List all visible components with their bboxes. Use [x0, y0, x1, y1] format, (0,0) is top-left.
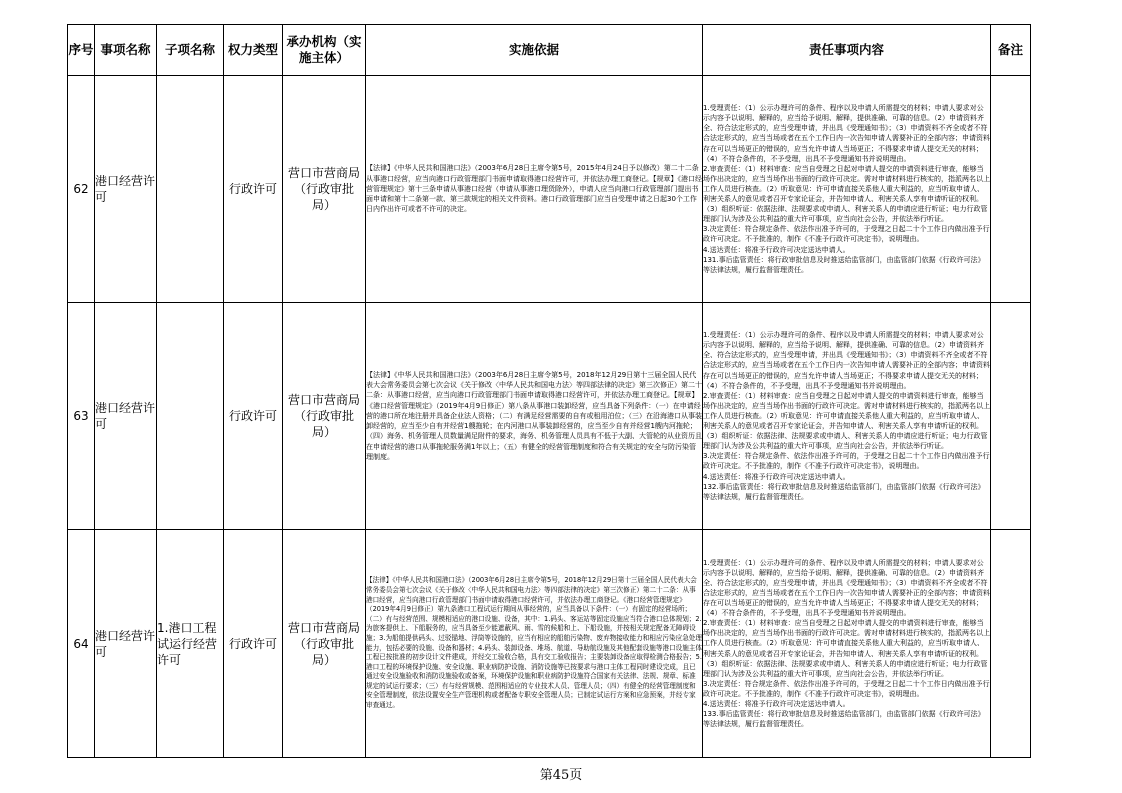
row-number: 64: [68, 530, 95, 758]
resp-acceptance: 1.受理责任：（1）公示办理许可的条件、程序以及申请人所需提交的材料；申请人要求对公示内容予以说明、解释的，应当给予说明、解释，提供准确、可靠的信息。（2）申请资料齐全、符合法定形式的，应当受理申请，并出具《受理通知书》；（3）申请资料不齐全或者不符合法定形式的，应当当场或者在五个工作日内一次告知申请人需要补正的全部内容；申请资料存在可以当场更正的错误的，应当允许申请人当场更正；不得要求申请人提交无关的材料；（4）不符合条件的，不予受理，出具不予受理通知书并说明理由。: [703, 104, 990, 163]
implementation-basis: 【法律】《中华人民共和国港口法》（2003年6月28日主席令第5号，2018年12月29日第十三届全国人民代表大会常务委员会第七次会议《关于修改〈中华人民共和国电力法〉等四部法律的决定》第三次修正）第二十二条：从事港口经营，应当向港口行政管理部门书面申请取得港口经营许可，并依法办理工商登记。《港口经营管理规定》（2019年4月9日修正）第九条港口工程试运行期间从事经营的，应当具备以下条件：（一）有固定的经营场所；（二）有与经营范围、规模相适应的港口设施、设备，其中：1.码头、客运站等固定设施应当符合港口总体规划；2.为旅客提供上、下船服务的，应当具备至少能遮蔽风、雨、雪的候船和上、下船设施，并按相关规定配备无障碍设施；3.为船舶提供码头、过驳锚地、浮筒等设施的，应当有相应的船舶污染物、废弃物接收能力和相应污染应急处理能力，包括必要的设施、设备和器材；4.码头、装卸设备、堆场、航道、导助航设施及其他配套设施等港口设施主体工程已按批准的初步设计文件建成，并经交工验收合格，具有交工验收报告；主要装卸设备应取得检测合格报告；5.港口工程的环境保护设施、安全设施、职业病防护设施、消防设施等已按要求与港口主体工程同时建设完成，且已通过安全设施验收和消防设施验收或备案，环境保护设施和职业病防护设施符合国家有关法律、法规、规章、标准规定的试运行要求；（三）有与经营规模、范围相适应的专业技术人员、管理人员；（四）有健全的经营管理制度和安全管理制度，依法设置安全生产管理机构或者配备专职安全管理人员；已制定试运行方案和应急预案，并经专家审查通过。: [366, 530, 703, 758]
organization: 营口市营商局（行政审批局）: [283, 76, 366, 303]
resp-decision: 3.决定责任：符合规定条件、依法作出准予许可的，于受理之日起二十个工作日内做出准予行政许可决定。不予批准的，制作《不准予行政许可决定书》，说明理由。: [703, 225, 990, 244]
organization: 营口市营商局（行政审批局）: [283, 303, 366, 530]
resp-review: 2.审查责任：（1）材料审查：应当自受理之日起对申请人提交的申请资料进行审查，能够当场作出决定的，应当当场作出书面的行政许可决定。需对申请材料进行核实的，指派两名以上工作人员进行核查。（2）听取意见：许可申请直接关系他人重大利益的，应当听取申请人、利害关系人的意见或者召开专家论证会，并告知申请人、利害关系人享有申请听证的权利。（3）组织听证：依据法律、法规要求或申请人、利害关系人的申请应进行听证；电力行政管理部门认为涉及公共利益的重大许可事项，应当向社会公告，并依法举行听证。: [703, 164, 990, 224]
responsibility-content: [703, 76, 991, 303]
resp-supervision: 133.事后监管责任：将行政审批信息及时推送给监管部门，由监管部门依据《行政许可法》等法律法规，履行监督管理责任。: [703, 710, 985, 729]
header-no: 序号: [68, 25, 95, 76]
item-name: 港口经营许可: [95, 303, 157, 530]
resp-supervision: 131.事后监管责任：将行政审批信息及时推送给监管部门，由监管部门依据《行政许可法》等法律法规，履行监督管理责任。: [703, 255, 985, 274]
header-basis: 实施依据: [366, 25, 703, 76]
resp-delivery: 4.送达责任：将准予行政许可决定送达申请人。: [703, 245, 850, 254]
resp-acceptance: 1.受理责任：（1）公示办理许可的条件、程序以及申请人所需提交的材料；申请人要求对公示内容予以说明、解释的，应当给予说明、解释，提供准确、可靠的信息。（2）申请资料齐全、符合法定形式的，应当受理申请，并出具《受理通知书》；（3）申请资料不齐全或者不符合法定形式的，应当当场或者在五个工作日内一次告知申请人需要补正的全部内容；申请资料存在可以当场更正的错误的，应当允许申请人当场更正；不得要求申请人提交无关的材料；（4）不符合条件的，不予受理，出具不予受理通知书并说明理由。: [703, 331, 990, 390]
power-type: 行政许可: [224, 76, 283, 303]
item-name: 港口经营许可: [95, 76, 157, 303]
responsibility-content: [703, 530, 991, 758]
power-type: 行政许可: [224, 530, 283, 758]
resp-review: 2.审查责任：（1）材料审查：应当自受理之日起对申请人提交的申请资料进行审查，能够当场作出决定的，应当当场作出书面的行政许可决定。需对申请材料进行核实的，指派两名以上工作人员进行核查。（2）听取意见：许可申请直接关系他人重大利益的，应当听取申请人、利害关系人的意见或者召开专家论证会，并告知申请人、利害关系人享有申请听证的权利。（3）组织听证：依据法律、法规要求或申请人、利害关系人的申请应进行听证；电力行政管理部门认为涉及公共利益的重大许可事项，应当向社会公告，并依法举行听证。: [703, 619, 990, 678]
remarks: [991, 76, 1031, 303]
item-name: 港口经营许可: [95, 530, 157, 758]
header-item-name: 事项名称: [95, 25, 157, 76]
table-header-row: [68, 25, 1031, 76]
header-sub-item: 子项名称: [157, 25, 224, 76]
resp-acceptance: 1.受理责任：（1）公示办理许可的条件、程序以及申请人所需提交的材料；申请人要求对公示内容予以说明、解释的，应当给予说明、解释，提供准确、可靠的信息。（2）申请资料齐全、符合法定形式的，应当受理申请，并出具《受理通知书》；（3）申请资料不齐全或者不符合法定形式的，应当当场或者在五个工作日内一次告知申请人需要补正的全部内容；申请资料存在可以当场更正的错误的，应当允许申请人当场更正；不得要求申请人提交无关的材料；（4）不符合条件的，不予受理，出具不予受理通知书并说明理由。: [703, 558, 990, 618]
resp-delivery: 4.送达责任：将准予行政许可决定送达申请人。: [703, 472, 850, 481]
implementation-basis: 【法律】《中华人民共和国港口法》（2003年6月28日主席令第5号，2018年12月29日第十三届全国人民代表大会常务委员会第七次会议《关于修改〈中华人民共和国电力法〉等四部法律的决定》第三次修正）第二十二条：从事港口经营，应当向港口行政管理部门书面申请取得港口经营许可，并依法办理工商登记。【规章】《港口经营管理规定》（2019年4月9日修正）第八条从事港口装卸经营，应当具备下列条件：（一）在申请经营的港口所在地注册并具备企业法人资格；（二）有满足经营需要的自有或租用泊位；（三）在沿海港口从事装卸经营的，应当至少自有并经营1艘拖轮；在内河港口从事装卸经营的，应当至少自有并经营1艘内河拖轮；（四）海务、机务管理人员数量满足附件的要求，海务、机务管理人员具有不低于大副、大管轮的从业资历且在申请经营的港口从事拖轮服务满1年以上；（五）有健全的经营管理制度和符合有关规定的安全与防污染管理制度。: [366, 303, 703, 530]
header-responsibility: 责任事项内容: [703, 25, 991, 76]
row-number: 63: [68, 303, 95, 530]
page-number: 第45页: [539, 768, 583, 783]
header-power-type: 权力类型: [224, 25, 283, 76]
resp-review: 2.审查责任：（1）材料审查：应当自受理之日起对申请人提交的申请资料进行审查，能够当场作出决定的，应当当场作出书面的行政许可决定。需对申请材料进行核实的，指派两名以上工作人员进行核查。（2）听取意见：许可申请直接关系他人重大利益的，应当听取申请人、利害关系人的意见或者召开专家论证会，并告知申请人、利害关系人享有申请听证的权利。（3）组织听证：依据法律、法规要求或申请人、利害关系人的申请应进行听证；电力行政管理部门认为涉及公共利益的重大许可事项，应当向社会公告，并依法举行听证。: [703, 391, 990, 451]
remarks: [991, 530, 1031, 758]
header-organization: 承办机构（实施主体）: [283, 25, 366, 76]
responsibility-content: [703, 303, 991, 530]
sub-item-name: [157, 76, 224, 303]
table-row: [68, 76, 1031, 303]
resp-decision: 3.决定责任：符合规定条件、依法作出准予许可的，于受理之日起二十个工作日内做出准予行政许可决定。不予批准的，制作《不准予行政许可决定书》，说明理由。: [703, 452, 990, 471]
permission-table: [67, 24, 1031, 758]
resp-decision: 3.决定责任：符合规定条件、依法作出准予许可的，于受理之日起二十个工作日内做出准予行政许可决定。不予批准的，制作《不准予行政许可决定书》，说明理由。: [703, 679, 990, 698]
implementation-basis: 【法律】《中华人民共和国港口法》（2003年6月28日主席令第5号，2015年4月24日予以修改）第二十二条从事港口经营，应当向港口行政管理部门书面申请取得港口经营许可，并依法办理工商登记。【规章】《港口经营管理规定》第十三条申请从事港口经营（申请从事港口理货除外），申请人应当向港口行政管理部门提出书面申请和第十二条第一款、第三款规定的相关文件资料。港口行政管理部门应当自受理申请之日起30个工作日内作出许可或者不许可的决定。: [366, 76, 703, 303]
resp-supervision: 132.事后监管责任：将行政审批信息及时推送给监管部门，由监管部门依据《行政许可法》等法律法规，履行监督管理责任。: [703, 482, 985, 501]
remarks: [991, 303, 1031, 530]
table-row: [68, 303, 1031, 530]
sub-item-name: 1.港口工程试运行经营许可: [157, 530, 224, 758]
header-remarks: 备注: [991, 25, 1031, 76]
sub-item-name: [157, 303, 224, 530]
power-type: 行政许可: [224, 303, 283, 530]
resp-delivery: 4.送达责任：将准予行政许可决定送达申请人。: [703, 700, 850, 709]
row-number: 62: [68, 76, 95, 303]
table-row: [68, 530, 1031, 758]
organization: 营口市营商局（行政审批局）: [283, 530, 366, 758]
